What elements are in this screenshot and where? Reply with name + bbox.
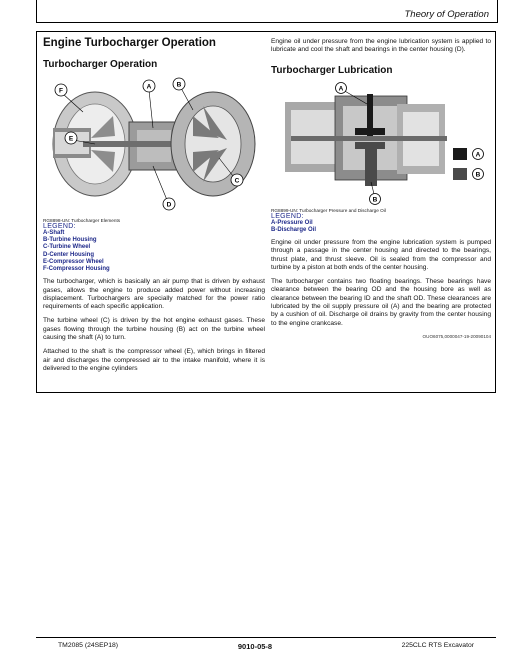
- header-frame: [36, 0, 498, 23]
- turbocharger-lubrication-figure: [271, 82, 491, 206]
- legend-title: LEGEND:: [271, 212, 304, 220]
- figure-caption-left: RG8898-UN: Turbocharger Elements: [43, 218, 121, 223]
- key-b-label: B: [475, 171, 481, 179]
- callout-e-label: E: [68, 135, 74, 143]
- content-panel: [36, 31, 496, 393]
- legend-item: B-Discharge Oil: [271, 226, 317, 233]
- legend-title: LEGEND:: [43, 223, 76, 230]
- legend-item: F-Compressor Housing: [43, 266, 110, 273]
- document-reference: OUO6075,0000047-19-20090104: [422, 333, 491, 339]
- turbocharger-elements-figure: [43, 76, 265, 216]
- section-title: Theory of Operation: [404, 9, 489, 20]
- legend-item: C-Turbine Wheel: [43, 244, 91, 251]
- callout-c-label: C: [234, 177, 240, 185]
- page-title: Engine Turbocharger Operation: [43, 37, 216, 49]
- callout-a-label: A: [338, 85, 344, 93]
- body-paragraph: The turbocharger, which is basically an air pump that is driven by exhaust gases, allows the engine to produce added power without increasing displacement. Turbochargers are specially matched for the power ratio requirements of each specific application.: [43, 278, 265, 311]
- section-heading-lubrication: Turbocharger Lubrication: [271, 64, 393, 76]
- discharge-oil-passage: [355, 142, 385, 149]
- legend-item: D-Center Housing: [43, 251, 94, 258]
- right-column: [271, 34, 491, 339]
- legend-item: E-Compressor Wheel: [43, 258, 104, 265]
- footer-manual-id: TM2085 (24SEP18): [58, 642, 119, 649]
- callout-f-label: F: [59, 87, 63, 95]
- intro-paragraph: Engine oil under pressure from the engine lubrication system is applied to lubricate and cool the shaft and bearings in the center housing (D).: [271, 38, 491, 54]
- footer-model: 225CLC RTS Excavator: [401, 642, 474, 649]
- legend-left: [43, 223, 265, 273]
- footer-page-number: 9010-05-8: [237, 642, 273, 651]
- body-paragraph: Attached to the shaft is the compressor wheel (E), which brings in filtered air and discharges the compressed air to the intake manifold, where it is delivered to the engine cylinders: [43, 348, 265, 372]
- figure-caption-right: RG8899-UN: Turbocharger Pressure and Discharge Oil: [271, 207, 386, 213]
- legend-item: B-Turbine Housing: [43, 237, 97, 244]
- pressure-oil-swatch: [453, 148, 467, 160]
- section-heading-operation: Turbocharger Operation: [43, 59, 158, 70]
- body-paragraph: The turbine wheel (C) is driven by the hot engine exhaust gases. These gases flowing through the turbine housing (B) act on the turbine wheel causing the shaft (A) to turn.: [43, 317, 265, 341]
- callout-b-label: B: [372, 196, 378, 204]
- body-paragraph: The turbocharger contains two floating bearings. These bearings have clearance between the bearing OD and the housing bore as well as clearance between the bearing ID and the shaft OD. These clearances are lubricated by the oil supply pressure oil (A) and the bearing are protected by a cushion of oil. Discharge oil drains by gravity from the center housing to the engine crankcase.: [271, 278, 491, 327]
- legend-item: A-Pressure Oil: [271, 219, 313, 226]
- callout-d-label: D: [166, 201, 172, 209]
- footer-divider: [36, 637, 496, 638]
- key-a-label: A: [475, 151, 481, 159]
- callout-b-label: B: [176, 81, 182, 89]
- legend-right: [271, 213, 491, 234]
- callout-a-label: A: [146, 83, 152, 91]
- legend-item: A-Shaft: [43, 230, 65, 236]
- left-column: [43, 34, 265, 379]
- discharge-oil-swatch: [453, 168, 467, 180]
- body-paragraph: Engine oil under pressure from the engine lubrication system is pumped through a passage in the center housing and directed to the bearings, thrust plate, and thrust sleeve. Oil is sealed from the compressor and turbine by a piston at both ends of the center housing.: [271, 239, 491, 271]
- shaft-section: [291, 136, 447, 141]
